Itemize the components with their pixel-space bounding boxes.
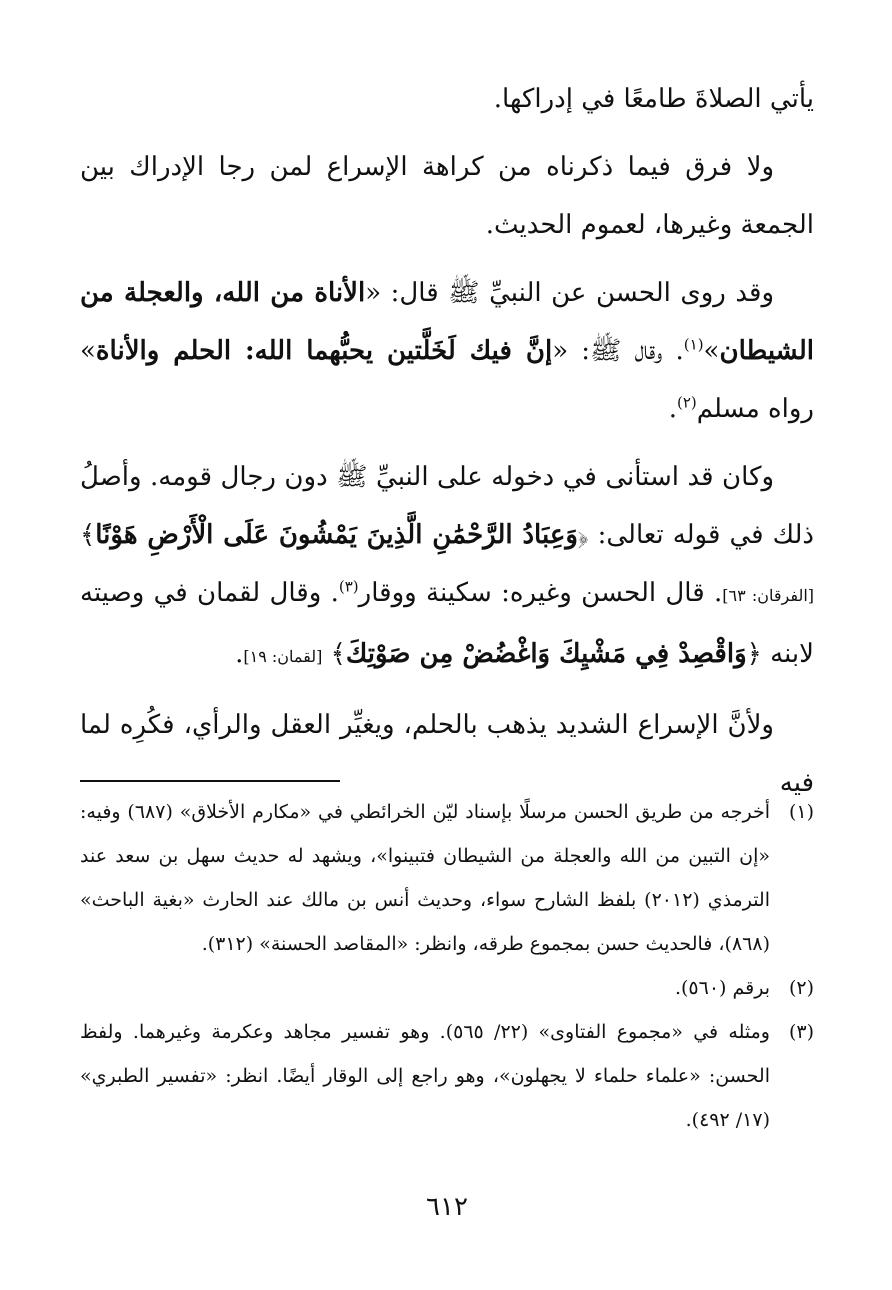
p3-text-c: . قال الحسن وغيره: سكينة ووقار: [358, 578, 723, 608]
p3-text-a: وكان قد استأنى في دخوله على النبيِّ ﷺ دون رجال قومه. وأصلُ ذلك في قوله تعالى: ﴿: [80, 462, 814, 550]
hadith-quote-1: الأناة من الله، والعجلة من الشيطان: [80, 278, 814, 366]
p2-text-g: .: [668, 394, 677, 424]
main-text: [80, 70, 814, 822]
book-page: [80, 0, 814, 1290]
footnote-ref-3[interactable]: (٣): [338, 577, 359, 596]
footnote-2: [80, 966, 814, 1010]
p2-text-f: » رواه مسلم: [80, 336, 814, 424]
p2-text-d: . وقال ﷺ: «: [552, 336, 684, 366]
footnote-number: (٢): [788, 977, 814, 999]
footnote-text: ومثله في «مجموع الفتاوى» (٢٢/ ٥٦٥). وهو تفسير مجاهد وعكرمة وغيرهما. ولفظ الحسن: «علماء حلماء لا يجهلون»، وهو راجع إلى الوقار أيضًا. انظر: «تفسير الطبري» (١٧/ ٤٩٢).: [80, 1021, 770, 1131]
p3-text-b: ﴾: [80, 520, 96, 550]
footnote-separator: [80, 780, 340, 782]
footnote-1: [80, 790, 814, 966]
p2-text-a: وقد روى الحسن عن النبيِّ ﷺ قال: «: [365, 278, 774, 308]
p3-text-e: ﴾: [330, 639, 346, 669]
p3-text-d: . وقال لقمان في وصيته لابنه ﴿: [80, 578, 814, 669]
paragraph-1: ولا فرق فيما ذكرناه من كراهة الإسراع لمن رجا الإدراك بين الجمعة وغيرها، لعموم الحديث.: [80, 152, 814, 240]
quran-verse-1: وَعِبَادُ الرَّحْمَٰنِ الَّذِينَ يَمْشُونَ عَلَى الْأَرْضِ هَوْنًا: [95, 520, 578, 550]
paragraph-0: يأتي الصلاةَ طامعًا في إدراكها.: [493, 84, 814, 114]
footnotes: [80, 790, 814, 1142]
quran-verse-2: وَاقْصِدْ فِي مَشْيِكَ وَاغْضُضْ مِن صَوْتِكَ: [345, 639, 747, 669]
paragraph-2: [80, 264, 814, 438]
paragraph-4: ولأنَّ الإسراع الشديد يذهب بالحلم، ويغيِّر العقل والرأي، فكُرِه لما فيه: [80, 710, 814, 798]
p3-text-f: .: [235, 639, 244, 669]
p2-text-c: »: [703, 336, 720, 366]
footnote-ref-2[interactable]: (٢): [676, 393, 697, 412]
footnote-3: [80, 1010, 814, 1142]
footnote-text: أخرجه من طريق الحسن مرسلًا بإسناد ليّن الخرائطي في «مكارم الأخلاق» (٦٨٧) وفيه: «إن التبين من الله والعجلة من الشيطان فتبينوا»، ويشهد له حديث سهل بن سعد عند الترمذي (٢٠١٢) بلفظ الشارح سواء، وحديث أنس بن مالك عند الحارث «بغية الباحث» (٨٦٨)، فالحديث حسن بمجموع طرقه، وانظر: «المقاصد الحسنة» (٣١٢).: [80, 801, 770, 955]
hadith-quote-2: إنَّ فيك لَخَلَّتين يحبُّهما الله: الحلم والأناة: [95, 336, 553, 366]
verse-ref-1: [الفرقان: ٦٣]: [722, 586, 815, 605]
footnote-ref-1[interactable]: (١): [683, 335, 704, 354]
footnote-text: برقم (٥٦٠).: [674, 977, 770, 999]
footnote-number: (١): [788, 801, 814, 823]
footnote-number: (٣): [788, 1021, 814, 1043]
verse-ref-2: [لقمان: ١٩]: [243, 647, 323, 666]
page-number: ٦١٢: [426, 1192, 468, 1222]
paragraph-3: [80, 448, 814, 686]
